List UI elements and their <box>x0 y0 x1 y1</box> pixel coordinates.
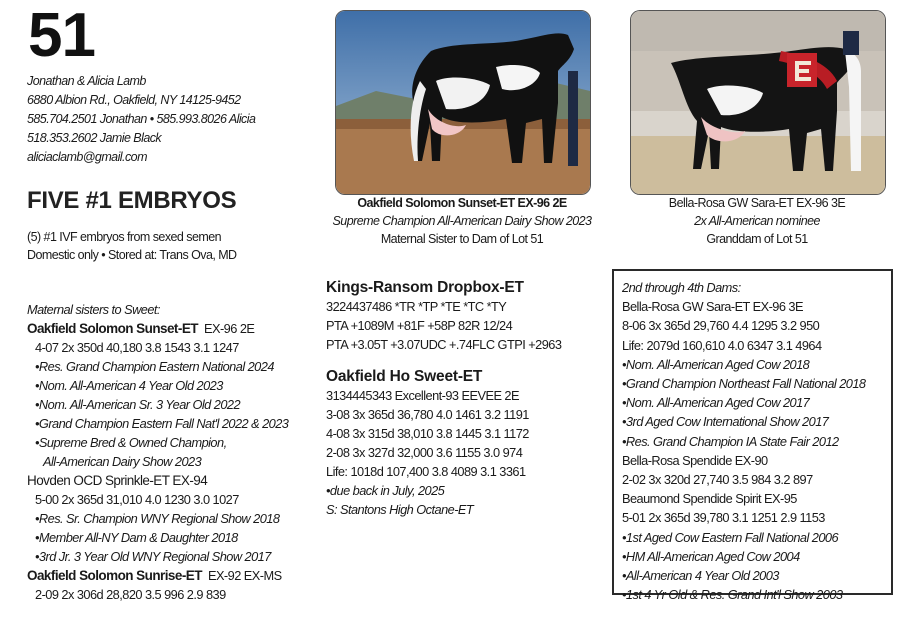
production-record: 5-01 2x 365d 39,780 3.1 1251 2.9 1153 <box>622 510 825 526</box>
sister-sprinkle-heading: Hovden OCD Sprinkle-ET EX-94 <box>27 473 208 488</box>
consignor-names: Jonathan & Alicia Lamb <box>27 74 146 88</box>
caption-line: 2x All-American nominee <box>694 214 820 228</box>
sister-sunrise-heading <box>27 566 307 585</box>
dam-line: 3134445343 Excellent-93 EEVEE 2E <box>326 388 519 403</box>
lot-number: 51 <box>28 1 95 70</box>
sister-sunset-heading <box>27 319 307 338</box>
caption-title: Oakfield Solomon Sunset-ET EX-96 2E <box>357 196 567 210</box>
production-record: 2-09 2x 306d 28,820 3.5 996 2.9 839 <box>35 587 226 602</box>
honor-item: •3rd Jr. 3 Year Old WNY Regional Show 2017 <box>35 549 271 564</box>
photo-caption-sunset <box>320 194 604 248</box>
honor-item: •3rd Aged Cow International Show 2017 <box>622 414 829 430</box>
cow-photo-sara <box>630 10 886 195</box>
honor-item-continued: All-American Dairy Show 2023 <box>43 454 202 469</box>
dam-name: Oakfield Ho Sweet-ET <box>326 368 483 385</box>
honor-item: •Nom. All-American Sr. 3 Year Old 2022 <box>35 397 241 412</box>
maternal-sisters-section <box>27 300 307 604</box>
honor-item: •All-American 4 Year Old 2003 <box>622 568 779 584</box>
caption-line: Supreme Champion All-American Dairy Show 2023 <box>332 214 592 228</box>
caption-line: Granddam of Lot 51 <box>706 232 808 246</box>
sire-line: 3224437486 *TR *TP *TE *TC *TY <box>326 299 507 314</box>
box-title: 2nd through 4th Dams: <box>622 280 741 295</box>
honor-item: •HM All-American Aged Cow 2004 <box>622 548 800 564</box>
consignor-phones: 585.704.2501 Jonathan • 585.993.8026 Alicia <box>27 112 256 126</box>
sister-name: Oakfield Solomon Sunset-ET <box>27 321 198 336</box>
honor-item: •Grand Champion Eastern Fall Nat'l 2022 & 2023 <box>35 416 289 431</box>
honor-item: •Res. Grand Champion IA State Fair 2012 <box>622 433 839 449</box>
honor-item: •Res. Grand Champion Eastern National 2024 <box>35 359 274 374</box>
ancestor-name: Beaumond Spendide Spirit EX-95 <box>622 491 797 507</box>
honor-item: •1st Aged Cow Eastern Fall National 2006 <box>622 529 839 545</box>
sister-name: Oakfield Solomon Sunrise-ET <box>27 568 202 583</box>
honor-item: •Nom. All-American Aged Cow 2017 <box>622 395 810 411</box>
description-line: Domestic only • Stored at: Trans Ova, MD <box>27 248 237 262</box>
honor-item: •Nom. All-American Aged Cow 2018 <box>622 356 810 372</box>
honor-item: •1st 4 Yr Old & Res. Grand Int'l Show 2003 <box>622 587 843 603</box>
caption-title: Bella-Rosa GW Sara-ET EX-96 3E <box>668 196 846 210</box>
consignor-email: aliciaclamb@gmail.com <box>27 150 147 164</box>
honor-item: •Res. Sr. Champion WNY Regional Show 2018 <box>35 511 280 526</box>
production-record: 8-06 3x 365d 29,760 4.4 1295 3.2 950 <box>622 318 820 334</box>
cow-photo-sara-image <box>631 11 885 194</box>
ancestor-name: Bella-Rosa Spendide EX-90 <box>622 452 768 468</box>
dam-record: 3-08 3x 365d 36,780 4.0 1461 3.2 1191 <box>326 407 529 422</box>
ancestor-dams-box <box>612 269 893 603</box>
cow-photo-sunset <box>335 10 591 195</box>
caption-line: Maternal Sister to Dam of Lot 51 <box>380 232 544 246</box>
lifetime-record: Life: 2079d 160,610 4.0 6347 3.1 4964 <box>622 337 822 353</box>
production-record: 2-02 3x 320d 27,740 3.5 984 3.2 897 <box>622 472 813 488</box>
production-record: 4-07 2x 350d 40,180 3.8 1543 3.1 1247 <box>35 340 239 355</box>
dam-record: Life: 1018d 107,400 3.8 4089 3.1 3361 <box>326 464 526 479</box>
photo-caption-sara <box>614 194 900 248</box>
maternal-intro: Maternal sisters to Sweet: <box>27 302 160 317</box>
honor-item: •Supreme Bred & Owned Champion, <box>35 435 227 450</box>
pedigree-middle <box>326 278 611 519</box>
lot-description <box>27 228 237 264</box>
sire-name: Kings-Ransom Dropbox-ET <box>326 279 524 296</box>
dam-due-note: •due back in July, 2025 <box>326 483 445 498</box>
dam-record: 2-08 3x 327d 32,000 3.6 1155 3.0 974 <box>326 445 523 460</box>
contact-block <box>27 72 255 167</box>
cow-photo-sunset-image <box>336 11 590 194</box>
honor-item: •Member All-NY Dam & Daughter 2018 <box>35 530 238 545</box>
lot-headline: FIVE #1 EMBRYOS <box>27 187 237 214</box>
honor-item: •Nom. All-American 4 Year Old 2023 <box>35 378 223 393</box>
sister-classification: EX-92 EX-MS <box>207 568 282 583</box>
production-record: 5-00 2x 365d 31,010 4.0 1230 3.0 1027 <box>35 492 239 507</box>
sister-classification: EX-96 2E <box>204 321 255 336</box>
description-line: (5) #1 IVF embryos from sexed semen <box>27 230 222 244</box>
dam-service-sire: S: Stantons High Octane-ET <box>326 502 474 517</box>
honor-item: •Grand Champion Northeast Fall National 2018 <box>622 376 866 392</box>
ancestor-name: Bella-Rosa GW Sara-ET EX-96 3E <box>622 299 803 315</box>
dam-record: 4-08 3x 315d 38,010 3.8 1445 3.1 1172 <box>326 426 529 441</box>
consignor-phone-jamie: 518.353.2602 Jamie Black <box>27 131 162 145</box>
sire-line: PTA +1089M +81F +58P 82R 12/24 <box>326 318 513 333</box>
sire-line: PTA +3.05T +3.07UDC +.74FLC GTPI +2963 <box>326 337 562 352</box>
consignor-address: 6880 Albion Rd., Oakfield, NY 14125-9452 <box>27 93 241 107</box>
